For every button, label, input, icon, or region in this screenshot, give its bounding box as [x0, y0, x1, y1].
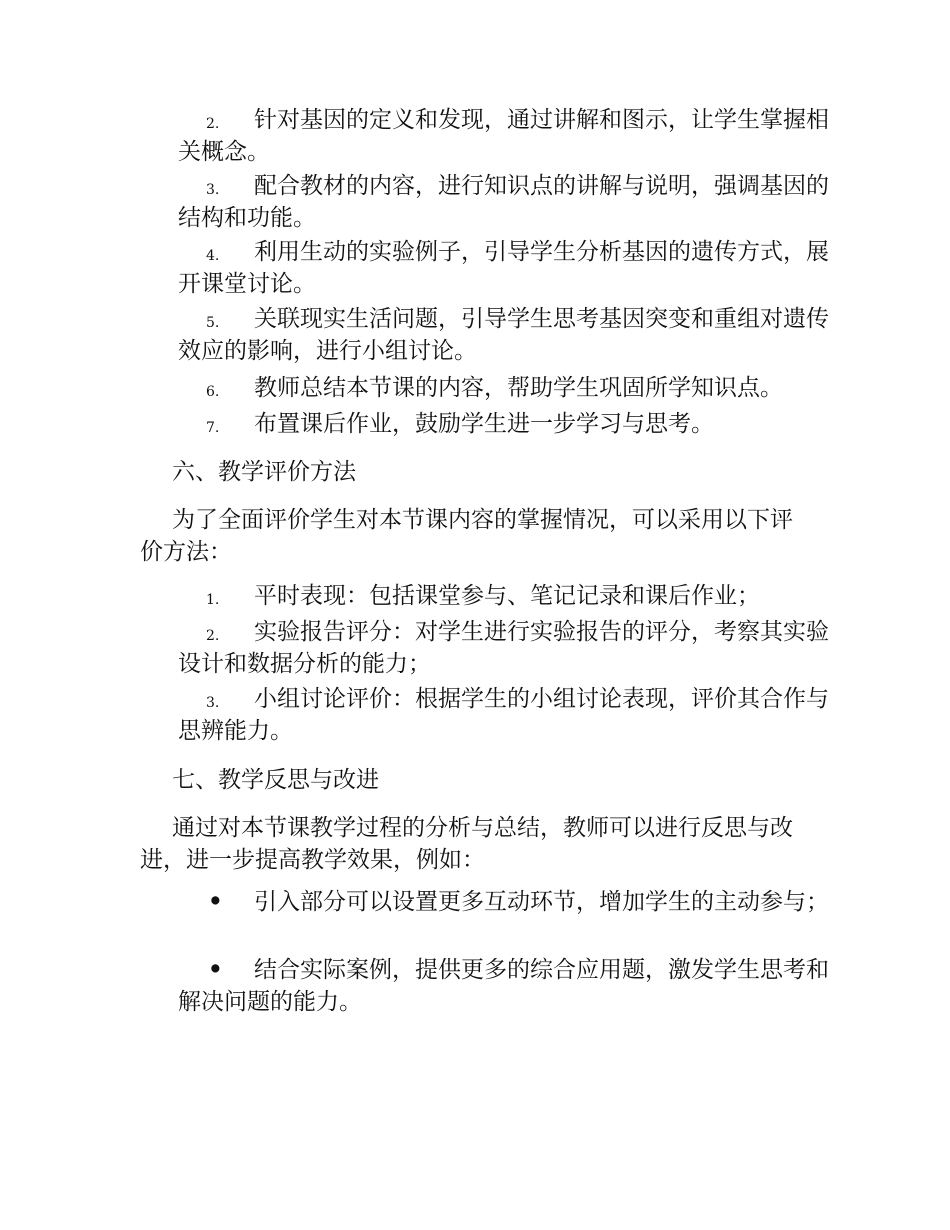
section-intro: 为了全面评价学生对本节课内容的掌握情况，可以采用以下评价方法：	[140, 507, 793, 565]
list-item-text: 针对基因的定义和发现，通过讲解和图示，让学生掌握相关概念。	[178, 107, 829, 165]
list-item	[178, 886, 838, 918]
list-item-text: 实验报告评分：对学生进行实验报告的评分，考察其实验设计和数据分析的能力；	[178, 619, 829, 677]
list-number: 2.	[206, 116, 220, 132]
list-item	[178, 303, 838, 367]
list-number: 1.	[206, 592, 220, 608]
bullet-icon: •	[208, 956, 223, 983]
bullet-icon: •	[208, 888, 223, 915]
list-item	[178, 236, 838, 300]
list-number: 6.	[206, 384, 220, 400]
list-number: 4.	[206, 248, 220, 264]
section-heading: 七、教学反思与改进	[172, 767, 379, 793]
list-item	[178, 408, 838, 440]
list-item-text: 关联现实生活问题，引导学生思考基因突变和重组对遗传效应的影响，进行小组讨论。	[178, 306, 829, 364]
section-intro: 通过对本节课教学过程的分析与总结，教师可以进行反思与改进，进一步提高教学效果，例如：	[140, 815, 793, 873]
list-number: 2.	[206, 628, 220, 644]
list-item-text: 结合实际案例，提供更多的综合应用题，激发学生思考和解决问题的能力。	[178, 957, 829, 1015]
list-number: 3.	[206, 695, 220, 711]
list-item	[178, 104, 838, 168]
list-item	[178, 683, 838, 747]
list-item-text: 教师总结本节课的内容，帮助学生巩固所学知识点。	[254, 375, 783, 401]
list-number: 3.	[206, 182, 220, 198]
list-item	[178, 954, 838, 1018]
list-item	[178, 616, 838, 680]
list-item-text: 配合教材的内容，进行知识点的讲解与说明，强调基因的结构和功能。	[178, 173, 829, 231]
list-item	[178, 372, 858, 404]
list-number: 7.	[206, 420, 220, 436]
list-item-text: 布置课后作业，鼓励学生进一步学习与思考。	[254, 411, 714, 437]
list-number: 5.	[206, 315, 220, 331]
list-item-text: 引入部分可以设置更多互动环节，增加学生的主动参与；	[254, 889, 829, 915]
section-heading: 六、教学评价方法	[172, 459, 356, 485]
list-item-text: 平时表现：包括课堂参与、笔记记录和课后作业；	[254, 583, 760, 609]
list-item	[178, 580, 838, 612]
list-item-text: 小组讨论评价：根据学生的小组讨论表现，评价其合作与思辨能力。	[178, 686, 829, 744]
list-item-text: 利用生动的实验例子，引导学生分析基因的遗传方式，展开课堂讨论。	[178, 239, 829, 297]
list-item	[178, 170, 838, 234]
